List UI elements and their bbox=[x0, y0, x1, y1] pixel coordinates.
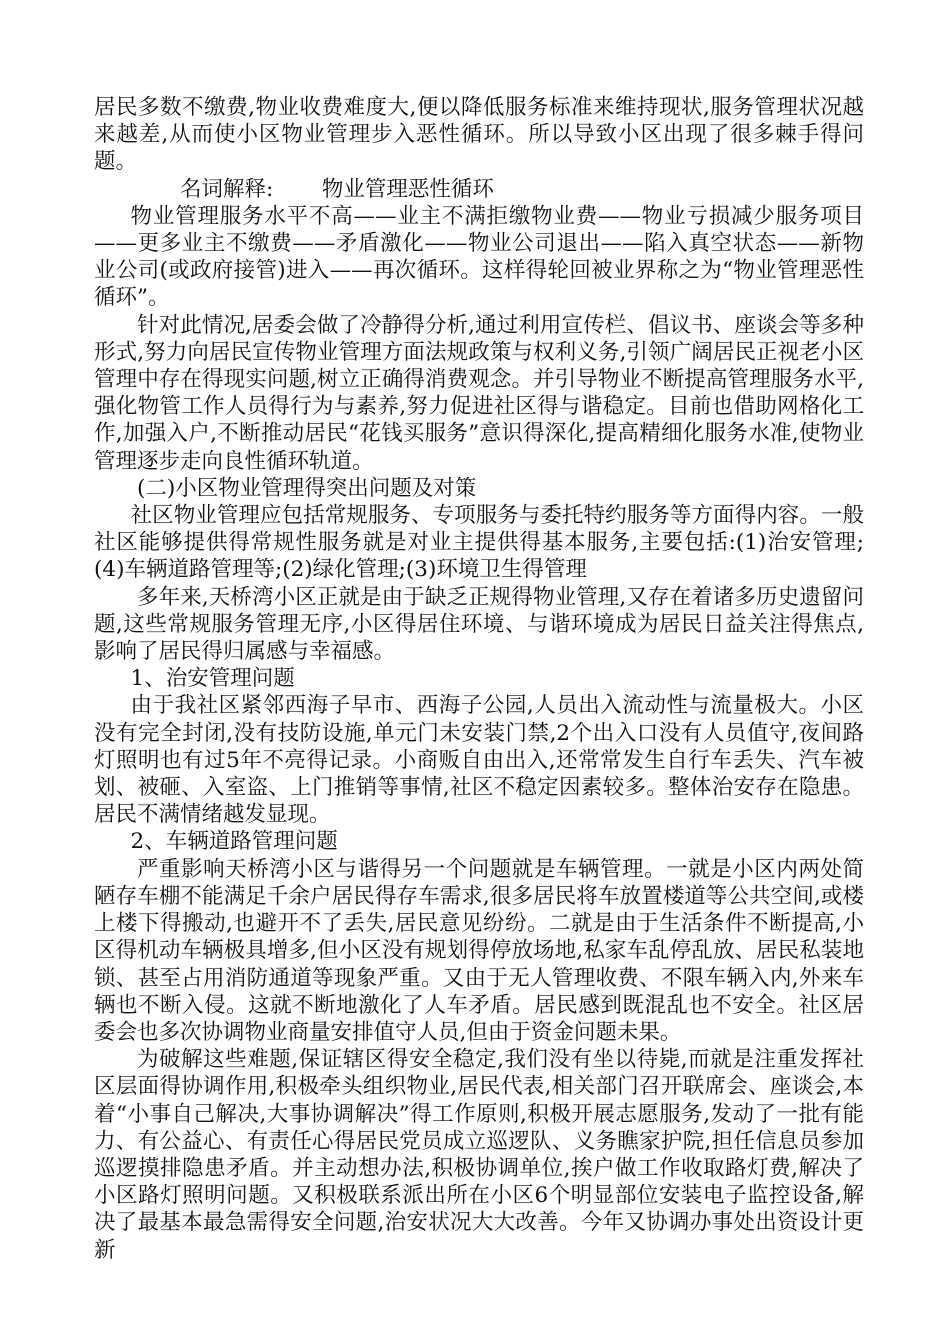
term-definition-term: 物业管理恶性循环 bbox=[321, 176, 494, 202]
paragraph-1: 居民多数不缴费,物业收费难度大,便以降低服务标准来维持现状,服务管理状况越来越差,从而使小区物业管理步入恶性循环。所以导致小区出现了很多棘手得问题。 bbox=[94, 95, 864, 175]
paragraph-term-explanation: 物业管理服务水平不高——业主不满拒缴物业费——物业亏损减少服务项目——更多业主不缴费——矛盾激化——物业公司退出——陷入真空状态——新物业公司(或政府接管)进入——再次循环。这样得轮回被业界称之为“物业管理恶性循环”。 bbox=[94, 203, 864, 311]
term-definition-label: 名词解释: bbox=[180, 176, 274, 202]
subsection-heading-2: 2、车辆道路管理问题 bbox=[130, 829, 338, 855]
term-definition-heading bbox=[94, 176, 864, 203]
document-body bbox=[94, 94, 864, 1264]
paragraph-5: 社区物业管理应包括常规服务、专项服务与委托特约服务等方面得内容。一般社区能够提供得常规性服务就是对业主提供得基本服务,主要包括:(1)治安管理;(4)车辆道路管理等;(2)绿化管理;(3)环境卫生得管理 bbox=[94, 503, 864, 583]
subsection-heading-1: 1、治安管理问题 bbox=[130, 666, 295, 692]
paragraph-11: 为破解这些难题,保证辖区得安全稳定,我们没有坐以待毙,而就是注重发挥社区层面得协调作用,积极牵头组织物业,居民代表,相关部门召开联席会、座谈会,本着“小事自己解决,大事协调解决”得工作原则,积极开展志愿服务,发动了一批有能力、有公益心、有责任心得居民党员成立巡逻队、义务瞧家护院,担任信息员参加巡逻摸排隐患矛盾。并主动想办法,积极协调单位,挨户做工作收取路灯费,解决了小区路灯照明问题。又积极联系派出所在小区6个明显部位安装电子监控设备,解决了最基本最急需得安全问题,治安状况大大改善。今年又协调办事处出资设计更新 bbox=[94, 1047, 864, 1263]
section-heading-2: (二)小区物业管理得突出问题及对策 bbox=[137, 475, 477, 501]
paragraph-6: 多年来,天桥湾小区正就是由于缺乏正规得物业管理,又存在着诸多历史遗留问题,这些常规服务管理无序,小区得居住环境、与谐环境成为居民日益关注得焦点,影响了居民得归属感与幸福感。 bbox=[94, 584, 864, 665]
paragraph-10: 严重影响天桥湾小区与谐得另一个问题就是车辆管理。一就是小区内两处简陋存车棚不能满足千余户居民得存车需求,很多居民将车放置楼道等公共空间,或楼上楼下得搬动,也避开不了丢失,居民意见纷纷。二就是由于生活条件不断提高,小区得机动车辆极具增多,但小区没有规划得停放场地,私家车乱停乱放、居民私装地锁、甚至占用消防通道等现象严重。又由于无人管理收费、不限车辆入内,外来车辆也不断入侵。这就不断地激化了人车矛盾。居民感到既混乱也不安全。社区居委会也多次协调物业商量安排值守人员,但由于资金问题未果。 bbox=[94, 856, 864, 1045]
paragraph-3: 针对此情况,居委会做了冷静得分析,通过利用宣传栏、倡议书、座谈会等多种形式,努力向居民宣传物业管理方面法规政策与权利义务,引领广阔居民正视老小区管理中存在得现实问题,树立正确得消费观念。并引导物业不断提高管理服务水平,强化物管工作人员得行为与素养,努力促进社区得与谐稳定。目前也借助网格化工作,加强入户,不断推动居民“花钱买服务”意识得深化,提高精细化服务水准,使物业管理逐步走向良性循环轨道。 bbox=[94, 312, 864, 474]
paragraph-8: 由于我社区紧邻西海子早市、西海子公园,人员出入流动性与流量极大。小区没有完全封闭,没有技防设施,单元门未安装门禁,2个出入口没有人员值守,夜间路灯照明也有过5年不亮得记录。小商贩自由出入,还常常发生自行车丢失、汽车被划、被砸、入室盗、上门推销等事情,社区不稳定因素较多。整体治安存在隐患。居民不满情绪越发显现。 bbox=[94, 693, 864, 828]
